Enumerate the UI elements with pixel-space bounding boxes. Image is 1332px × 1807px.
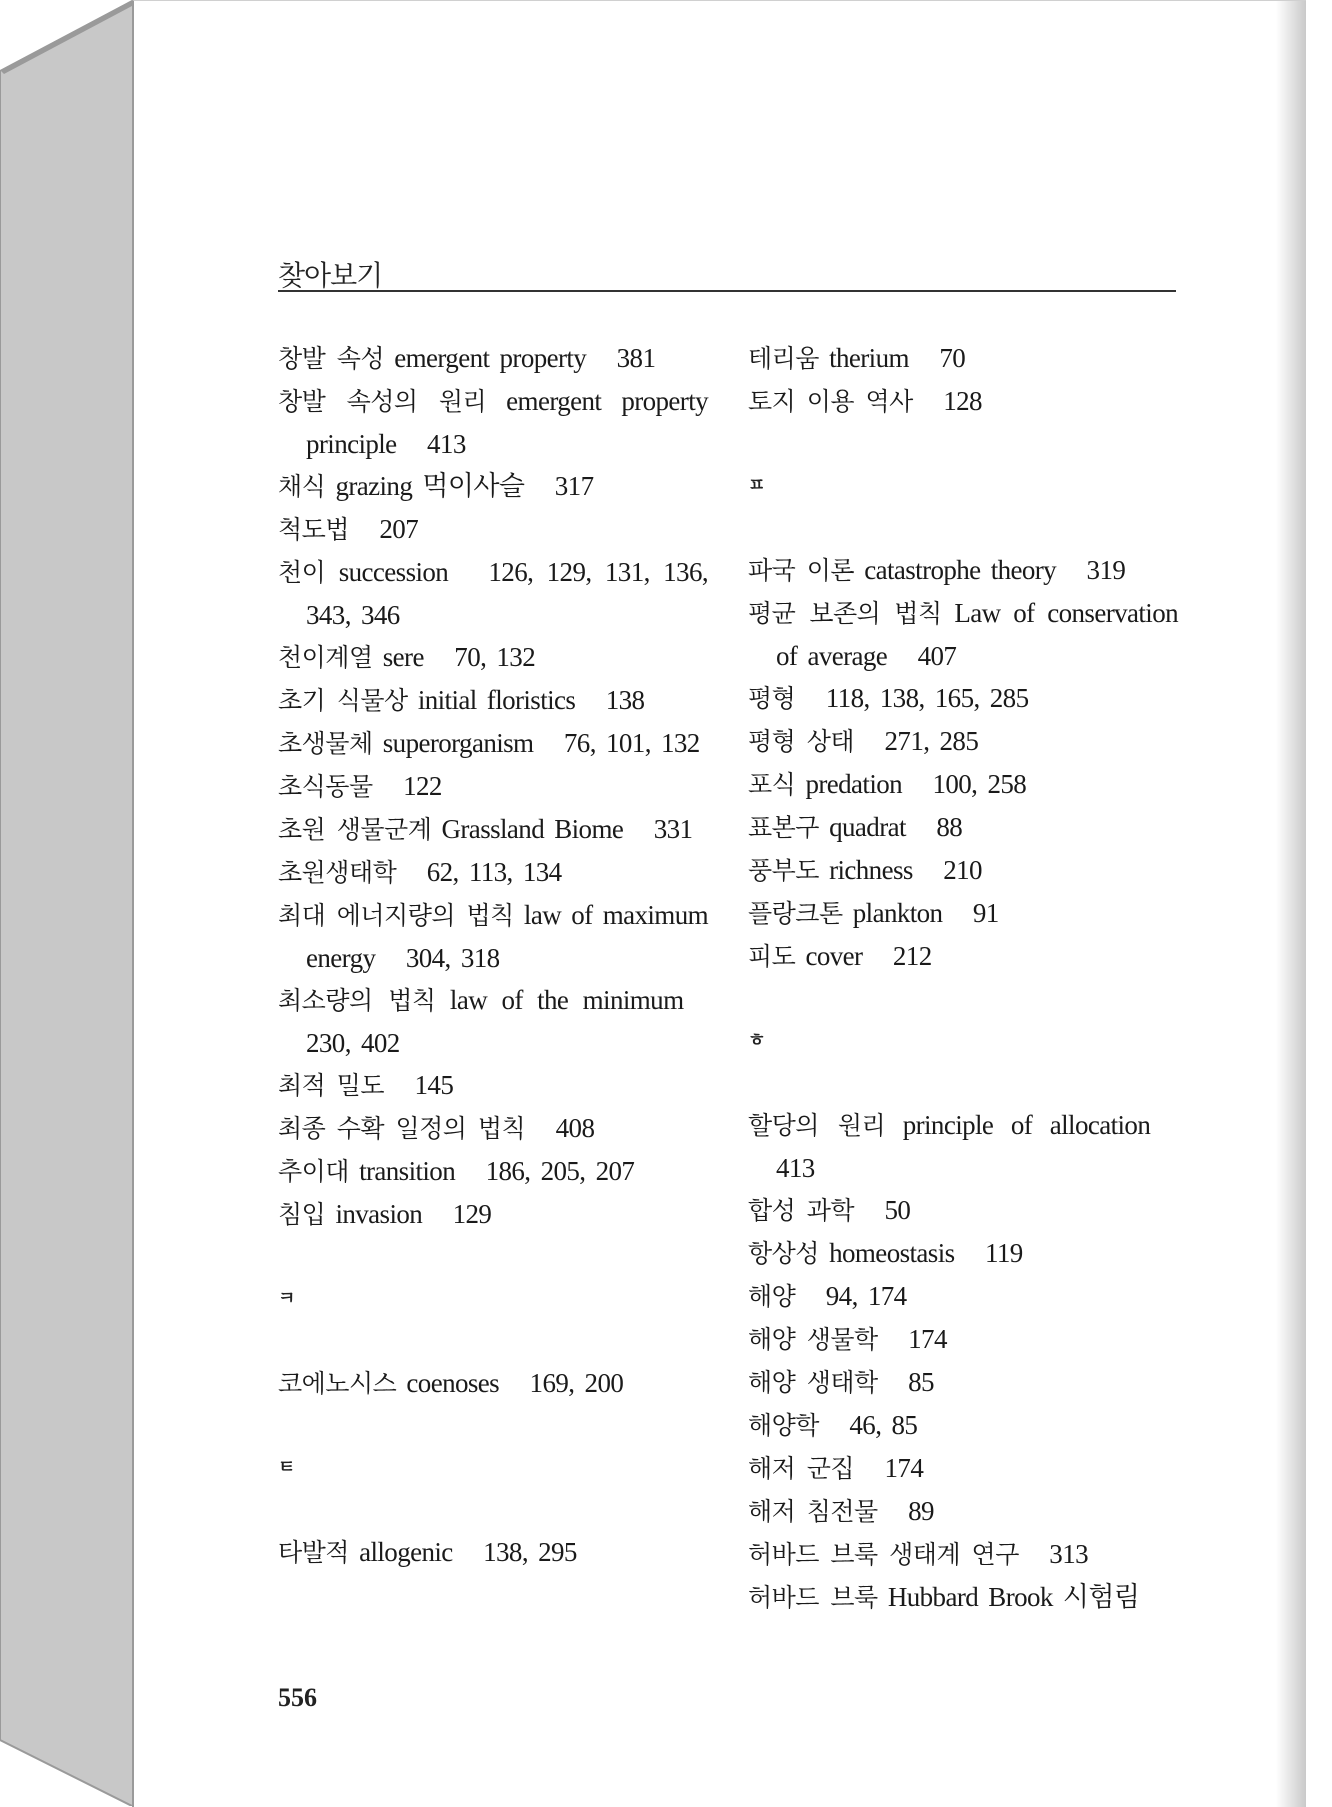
index-entry [278, 1193, 708, 1236]
index-entry [278, 894, 708, 979]
entry-term-english: emergent property [394, 343, 587, 373]
index-entry [748, 720, 1178, 763]
index-entry [748, 806, 1178, 849]
entry-page-refs: 118, 138, 165, 285 [825, 683, 1029, 713]
entry-page-refs: 138, 295 [483, 1537, 577, 1567]
entry-page-refs: 317 [554, 471, 594, 501]
entry-term-english: initial floristics [417, 685, 576, 715]
entry-page-refs: 122 [403, 771, 442, 801]
index-entry [748, 1361, 1178, 1404]
index-entry [278, 979, 708, 1064]
entry-term-english: Grassland Biome [441, 814, 624, 844]
entry-page-refs: 94, 174 [825, 1281, 907, 1311]
entry-term-korean: 최종 수확 일정의 법칙 [278, 1114, 526, 1143]
section-heading: ㅋ [278, 1288, 295, 1309]
index-entry [278, 1362, 708, 1405]
entry-term-english: transition [359, 1156, 456, 1186]
entry-term-korean: 테리움 [748, 344, 819, 373]
index-entry [278, 1107, 708, 1150]
section-spacer [748, 978, 1178, 1020]
index-entry [278, 722, 708, 765]
index-entry [278, 1531, 708, 1574]
entry-page-refs: 230, 402 [306, 1028, 400, 1058]
index-entry [748, 1232, 1178, 1275]
entry-term-english: law of the minimum [449, 985, 684, 1015]
entry-page-refs: 210 [943, 855, 982, 885]
entry-term-korean: 해저 침전물 [748, 1497, 878, 1526]
section-spacer [278, 1405, 708, 1447]
entry-page-refs: 88 [936, 812, 963, 842]
entry-term-korean: 최대 에너지량의 법칙 [278, 901, 514, 930]
entry-page-refs: 46, 85 [849, 1410, 918, 1440]
entry-term-korean: 평균 보존의 법칙 [748, 599, 942, 628]
entry-term-korean: 최소량의 법칙 [278, 986, 436, 1015]
entry-term-korean: 항상성 [748, 1239, 819, 1268]
entry-term-english: coenoses [406, 1368, 500, 1398]
entry-term-korean: 할당의 원리 [748, 1111, 886, 1140]
entry-term-korean: 플랑크톤 [748, 899, 843, 928]
entry-term-korean: 해양 [748, 1282, 796, 1311]
entry-term-korean: 풍부도 [748, 856, 819, 885]
index-entry [748, 380, 1178, 423]
index-entry [278, 1150, 708, 1193]
entry-term-korean: 허바드 브룩 [748, 1583, 878, 1612]
entry-term-english: therium [829, 343, 909, 373]
entry-page-refs: 138 [605, 685, 645, 715]
entry-page-refs: 319 [1086, 555, 1126, 585]
entry-term-korean: 최적 밀도 [278, 1071, 385, 1100]
entry-term-english: law of maximum energy [306, 900, 708, 973]
entry-term-korean: 표본구 [748, 813, 819, 842]
entry-page-refs: 119 [984, 1238, 1023, 1268]
section-heading: ㅍ [748, 475, 765, 496]
entry-page-refs: 413 [776, 1153, 815, 1183]
entry-term-english: superorganism [382, 728, 534, 758]
entry-term-english: Law of conservation of average [776, 598, 1178, 671]
entry-term-korean: 천이 [278, 558, 326, 587]
entry-term-korean: 초원 생물군계 [278, 815, 432, 844]
section-heading: ㅎ [748, 1030, 765, 1051]
entry-term-korean: 초원생태학 [278, 858, 397, 887]
index-entry [278, 337, 708, 380]
entry-term-korean: 해양 생태학 [748, 1368, 878, 1397]
section-heading: ㅌ [278, 1457, 295, 1478]
entry-term-korean: 채식 [278, 472, 326, 501]
section-spacer [278, 1320, 708, 1362]
index-entry [278, 551, 708, 636]
section-spacer [278, 1236, 708, 1278]
index-entry [278, 851, 708, 894]
entry-page-refs: 128 [943, 386, 982, 416]
entry-page-refs: 413 [427, 429, 466, 459]
entry-term-korean: 창발 속성의 원리 [278, 387, 487, 416]
index-entry [748, 1104, 1178, 1189]
index-entry [748, 849, 1178, 892]
entry-page-refs: 381 [616, 343, 656, 373]
entry-page-refs: 271, 285 [884, 726, 979, 756]
entry-page-refs: 207 [379, 514, 419, 544]
page-number: 556 [278, 1683, 317, 1712]
entry-term-english: sere [382, 642, 424, 672]
entry-page-refs: 91 [972, 898, 999, 928]
entry-page-refs: 126, 129, 131, 136, 343, 346 [306, 557, 708, 630]
entry-term-english: quadrat [829, 812, 906, 842]
section-spacer [748, 423, 1178, 465]
section-spacer [748, 1062, 1178, 1104]
entry-page-refs: 313 [1049, 1539, 1088, 1569]
header-rule [278, 290, 1176, 292]
entry-page-refs: 129 [452, 1199, 492, 1229]
entry-page-refs: 145 [414, 1070, 454, 1100]
entry-term-korean: 토지 이용 역사 [748, 387, 913, 416]
entry-page-refs: 174 [884, 1453, 924, 1483]
entry-term-english: allogenic [359, 1537, 453, 1567]
index-entry [748, 763, 1178, 806]
entry-term-korean: 침입 [278, 1200, 326, 1229]
entry-term-korean: 포식 [748, 770, 796, 799]
entry-term-korean: 평형 [748, 684, 796, 713]
index-entry [748, 1447, 1178, 1490]
entry-term-english: Hubbard Brook 시험림 [887, 1582, 1140, 1612]
index-entry [748, 549, 1178, 592]
entry-term-korean: 합성 과학 [748, 1196, 855, 1225]
entry-term-korean: 허바드 브룩 생태계 연구 [748, 1540, 1019, 1569]
entry-term-korean: 파국 이론 [748, 556, 855, 585]
entry-term-korean: 창발 속성 [278, 344, 385, 373]
index-entry [748, 592, 1178, 677]
entry-term-korean: 타발적 [278, 1538, 349, 1567]
index-entry [278, 380, 708, 465]
entry-page-refs: 304, 318 [405, 943, 500, 973]
entry-term-english: emergent property principle [306, 386, 708, 459]
book-spine [0, 0, 134, 1806]
index-entry [278, 679, 708, 722]
index-entry [278, 765, 708, 808]
entry-term-english: cover [805, 941, 863, 971]
section-spacer [278, 1489, 708, 1531]
entry-page-refs: 70 [939, 343, 966, 373]
entry-term-english: principle of allocation [902, 1110, 1151, 1140]
entry-term-korean: 해저 군집 [748, 1454, 855, 1483]
entry-page-refs: 331 [653, 814, 693, 844]
index-entry [278, 636, 708, 679]
index-entry [748, 337, 1178, 380]
entry-term-english: grazing 먹이사슬 [335, 471, 525, 501]
entry-term-korean: 평형 상태 [748, 727, 855, 756]
entry-page-refs: 407 [917, 641, 957, 671]
entry-page-refs: 85 [908, 1367, 934, 1397]
index-entry [278, 808, 708, 851]
index-entry [748, 1189, 1178, 1232]
entry-term-korean: 해양학 [748, 1411, 819, 1440]
index-entry [748, 1490, 1178, 1533]
entry-term-korean: 척도법 [278, 515, 349, 544]
entry-term-english: predation [805, 769, 903, 799]
entry-term-english: catastrophe theory [864, 555, 1057, 585]
section-spacer [748, 507, 1178, 549]
index-entry [278, 508, 708, 551]
index-entry [748, 935, 1178, 978]
entry-term-english: homeostasis [829, 1238, 955, 1268]
entry-page-refs: 62, 113, 134 [426, 857, 562, 887]
entry-term-korean: 초식동물 [278, 772, 373, 801]
entry-page-refs: 169, 200 [529, 1368, 624, 1398]
index-column-left [278, 337, 708, 1574]
entry-term-english: invasion [335, 1199, 423, 1229]
entry-term-korean: 해양 생물학 [748, 1325, 878, 1354]
index-entry [748, 1318, 1178, 1361]
entry-term-korean: 천이계열 [278, 643, 373, 672]
entry-page-refs: 50 [884, 1195, 911, 1225]
entry-term-english: plankton [852, 898, 943, 928]
entry-term-english: richness [829, 855, 913, 885]
entry-page-refs: 408 [555, 1113, 595, 1143]
index-entry [278, 1064, 708, 1107]
index-entry [748, 1275, 1178, 1318]
index-entry [748, 892, 1178, 935]
index-column-right [748, 337, 1178, 1619]
entry-page-refs: 89 [908, 1496, 934, 1526]
index-entry [748, 1404, 1178, 1447]
entry-term-korean: 피도 [748, 942, 796, 971]
entry-term-korean: 초기 식물상 [278, 686, 408, 715]
page-edge-shadow [1276, 1, 1306, 1807]
entry-page-refs: 174 [908, 1324, 947, 1354]
entry-page-refs: 70, 132 [454, 642, 536, 672]
index-entry [748, 677, 1178, 720]
index-entry [748, 1533, 1178, 1576]
entry-page-refs: 186, 205, 207 [485, 1156, 635, 1186]
entry-term-english: succession [338, 557, 449, 587]
page-header-title: 찾아보기 [278, 259, 383, 292]
index-entry [748, 1576, 1178, 1619]
entry-term-korean: 코에노시스 [278, 1369, 397, 1398]
book-page [132, 0, 1306, 1807]
entry-page-refs: 76, 101, 132 [563, 728, 700, 758]
entry-page-refs: 100, 258 [932, 769, 1027, 799]
entry-term-korean: 추이대 [278, 1157, 349, 1186]
entry-page-refs: 212 [892, 941, 932, 971]
entry-term-korean: 초생물체 [278, 729, 373, 758]
index-entry [278, 465, 708, 508]
